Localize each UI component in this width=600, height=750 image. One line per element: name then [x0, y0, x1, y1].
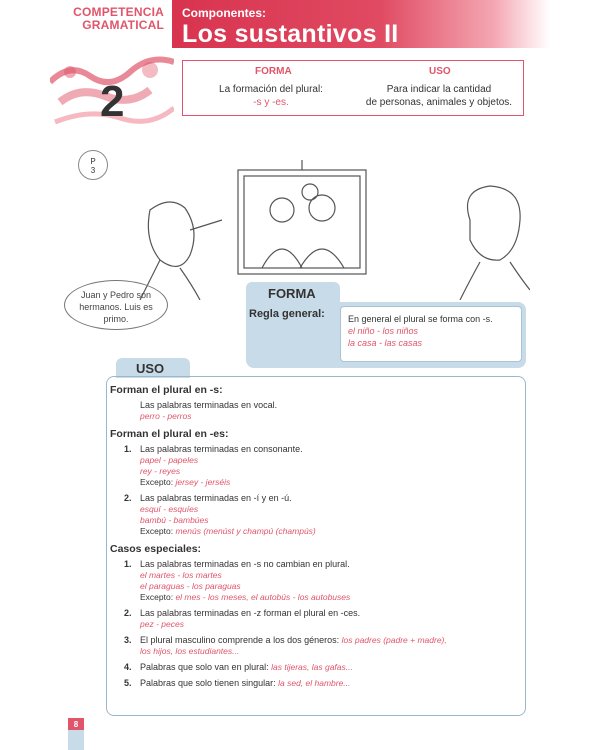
- esp-item-5: [110, 677, 522, 689]
- summary-forma-line-2: -s y -es.: [253, 97, 289, 108]
- esp-item-4: [110, 661, 522, 673]
- summary-uso-text: [355, 83, 523, 109]
- except-value: el mes - los meses, el autobús - los autobuses: [175, 592, 351, 602]
- summary-box: [182, 60, 524, 116]
- esp-item-1: [110, 558, 522, 570]
- rule-label: Regla general:: [249, 308, 325, 320]
- page-ref-number: 3: [90, 166, 96, 175]
- esp-item-2-num: 2.: [124, 608, 132, 618]
- esp-item-4-ex-inline: las tijeras, las gafas...: [271, 662, 353, 672]
- header-subtitle: Componentes:: [182, 6, 266, 20]
- plural-s-rule: Las palabras terminadas en vocal.: [140, 400, 278, 410]
- es-item-1-ex-2: rey - reyes: [140, 466, 181, 476]
- bubble-line-1: Juan y Pedro son: [80, 290, 152, 300]
- bubble-line-3: primo.: [103, 314, 129, 324]
- speech-bubble: [64, 280, 168, 330]
- esp-item-1-text: Las palabras terminadas en -s no cambian en plural.: [140, 559, 350, 569]
- es-item-1: [110, 443, 522, 455]
- esp-item-5-num: 5.: [124, 678, 132, 688]
- esp-item-3-num: 3.: [124, 635, 132, 645]
- es-item-2: [110, 492, 522, 504]
- es-item-1-num: 1.: [124, 444, 132, 454]
- uso-tab: USO: [116, 358, 190, 378]
- heading-plural-es: Forman el plural en -es:: [110, 428, 229, 440]
- summary-uso-line-2: de personas, animales y objetos.: [365, 97, 513, 108]
- esp-item-4-num: 4.: [124, 662, 132, 672]
- except-label: Excepto:: [140, 526, 174, 536]
- except-value: jersey - jerséis: [175, 477, 231, 487]
- esp-item-1-ex-1: el martes - los martes: [140, 570, 222, 580]
- esp-item-1-ex-2: el paraguas - los paraguas: [140, 581, 241, 591]
- bubble-line-2: hermanos. Luis es: [79, 302, 153, 312]
- esp-item-4-text: Palabras que solo van en plural:: [140, 662, 269, 672]
- es-item-2-except: [110, 526, 522, 537]
- except-label: Excepto:: [140, 592, 174, 602]
- page-edge-tab: [68, 730, 84, 750]
- rule-example-1: el niño - los niños: [348, 326, 419, 336]
- es-item-1-text: Las palabras terminadas en consonante.: [140, 444, 303, 454]
- heading-plural-s: Forman el plural en -s:: [110, 384, 223, 396]
- except-value: menús (menúst y champú (champús): [175, 526, 316, 536]
- esp-item-1-num: 1.: [124, 559, 132, 569]
- esp-item-5-ex-inline: la sed, el hambre...: [278, 678, 351, 688]
- family-illustration: [130, 150, 530, 300]
- forma-rule-box: [340, 306, 522, 362]
- summary-uso-label: USO: [429, 66, 451, 77]
- except-label: Excepto:: [140, 477, 174, 487]
- summary-forma-line-1: La formación del plural:: [219, 84, 323, 95]
- esp-item-2: [110, 607, 522, 619]
- esp-item-3-ex-inline: los padres (padre + madre),: [341, 635, 447, 645]
- es-item-2-num: 2.: [124, 493, 132, 503]
- heading-casos-especiales: Casos especiales:: [110, 543, 202, 555]
- rule-text: En general el plural se forma con -s.: [348, 314, 493, 324]
- plural-s-example: perro - perros: [140, 411, 192, 421]
- section-label: [72, 6, 164, 32]
- es-item-2-text: Las palabras terminadas en -í y en -ú.: [140, 493, 292, 503]
- esp-item-1-except: [110, 592, 522, 603]
- uso-content: [110, 384, 522, 689]
- section-label-line-2: GRAMATICAL: [82, 18, 164, 32]
- summary-forma-text: [203, 83, 339, 109]
- forma-tab: FORMA: [246, 282, 340, 304]
- section-label-line-1: COMPETENCIA: [73, 5, 164, 19]
- page-reference: [78, 150, 108, 180]
- summary-forma-label: FORMA: [255, 66, 292, 77]
- summary-uso-line-1: Para indicar la cantidad: [386, 84, 492, 95]
- rule-example-2: la casa - las casas: [348, 338, 423, 348]
- esp-item-3: [110, 634, 522, 646]
- esp-item-2-ex-1: pez - peces: [140, 619, 184, 629]
- esp-item-2-text: Las palabras terminadas en -z forman el plural en -ces.: [140, 608, 361, 618]
- es-item-1-ex-1: papel - papeles: [140, 455, 199, 465]
- es-item-2-ex-2: bambú - bambúes: [140, 515, 209, 525]
- esp-item-5-text: Palabras que solo tienen singular:: [140, 678, 276, 688]
- es-item-1-except: [110, 477, 522, 488]
- page-number: 8: [68, 718, 84, 732]
- page-title: Los sustantivos II: [182, 20, 399, 48]
- unit-number: 2: [100, 77, 125, 126]
- es-item-2-ex-1: esquí - esquíes: [140, 504, 199, 514]
- esp-item-3-ex-1: los hijos, los estudiantes...: [140, 646, 240, 656]
- page-ref-letter: P: [90, 157, 96, 166]
- esp-item-3-text: El plural masculino comprende a los dos géneros:: [140, 635, 340, 645]
